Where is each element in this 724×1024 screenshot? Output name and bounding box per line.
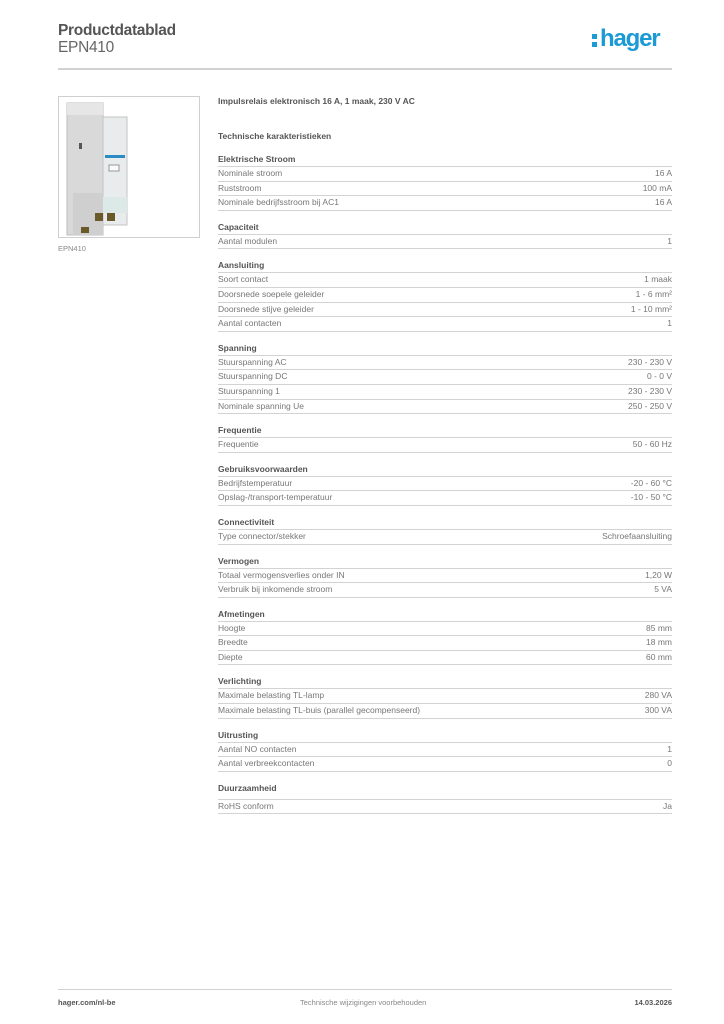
spec-value: 1 maak	[644, 274, 672, 285]
section-uitrusting	[218, 729, 672, 772]
spec-value: -10 - 50 °C	[630, 492, 672, 503]
spec-row	[218, 583, 672, 598]
spec-row	[218, 530, 672, 545]
spec-label: RoHS conform	[218, 800, 274, 811]
document-title: Productdatablad	[58, 22, 176, 39]
impulse-relay-image-icon	[59, 97, 199, 237]
spec-label: Breedte	[218, 637, 248, 648]
spec-row	[218, 385, 672, 400]
section-title: Afmetingen	[218, 608, 672, 622]
spec-label: Maximale belasting TL-lamp	[218, 690, 325, 701]
spec-value: 230 - 230 V	[628, 385, 672, 396]
section-aansluiting	[218, 259, 672, 331]
spec-label: Totaal vermogensverlies onder IN	[218, 569, 345, 580]
section-duurzaamheid	[218, 782, 672, 815]
section-title: Capaciteit	[218, 221, 672, 235]
section-title: Elektrische Stroom	[218, 153, 672, 167]
spec-value: 280 VA	[644, 690, 672, 701]
spec-label: Stuurspanning AC	[218, 356, 287, 367]
spec-label: Diepte	[218, 651, 243, 662]
spec-table	[218, 153, 672, 824]
section-afmetingen	[218, 608, 672, 666]
spec-value: 1 - 6 mm²	[635, 288, 672, 299]
spec-row	[218, 356, 672, 371]
spec-value: 250 - 250 V	[628, 400, 672, 411]
technical-characteristics-heading: Technische karakteristieken	[218, 131, 332, 141]
product-description: Impulsrelais elektronisch 16 A, 1 maak, 230 V AC	[218, 96, 415, 106]
spec-row	[218, 689, 672, 704]
spec-value: 85 mm	[646, 622, 672, 633]
spec-row	[218, 651, 672, 666]
footer-divider	[58, 989, 672, 990]
spec-label: Opslag-/transport-temperatuur	[218, 492, 333, 503]
spec-label: Maximale belasting TL-buis (parallel gecompenseerd)	[218, 705, 421, 716]
spec-value: 5 VA	[654, 584, 672, 595]
spec-row	[218, 622, 672, 637]
section-title: Frequentie	[218, 424, 672, 438]
spec-value: 1,20 W	[645, 569, 672, 580]
spec-value: 50 - 60 Hz	[632, 439, 672, 450]
spec-row	[218, 303, 672, 318]
spec-row	[218, 757, 672, 772]
spec-value: 300 VA	[644, 705, 672, 716]
product-code: EPN410	[58, 39, 114, 56]
spec-value: 1	[667, 318, 672, 329]
section-frequentie	[218, 424, 672, 453]
spec-row	[218, 636, 672, 651]
spec-value: 60 mm	[646, 651, 672, 662]
spec-label: Verbruik bij inkomende stroom	[218, 584, 333, 595]
spec-label: Hoogte	[218, 622, 246, 633]
footer-disclaimer: Technische wijzigingen voorbehouden	[300, 998, 427, 1007]
spec-row	[218, 477, 672, 492]
spec-value: 230 - 230 V	[628, 356, 672, 367]
spec-value: Schroefaansluiting	[602, 530, 672, 541]
spec-value: 18 mm	[646, 637, 672, 648]
spec-row	[218, 317, 672, 332]
spec-label: Stuurspanning 1	[218, 385, 280, 396]
spec-row	[218, 438, 672, 453]
spec-row	[218, 491, 672, 506]
footer-website-link[interactable]: hager.com/nl-be	[58, 998, 116, 1007]
section-gebruiksvoorwaarden	[218, 463, 672, 506]
spec-row	[218, 196, 672, 211]
logo-colon-icon	[592, 30, 598, 48]
spec-value: 0 - 0 V	[646, 371, 672, 382]
spec-label: Soort contact	[218, 274, 269, 285]
product-image	[58, 96, 200, 238]
spec-value: 0	[667, 758, 672, 769]
spec-value: 1 - 10 mm²	[630, 303, 672, 314]
image-caption: EPN410	[58, 244, 86, 253]
spec-row	[218, 273, 672, 288]
section-spanning	[218, 342, 672, 414]
section-title: Gebruiksvoorwaarden	[218, 463, 672, 477]
spec-value: 16 A	[654, 197, 672, 208]
section-title: Verlichting	[218, 675, 672, 689]
spec-label: Stuurspanning DC	[218, 371, 288, 382]
spec-value: 100 mA	[642, 182, 672, 193]
spec-label: Bedrijfstemperatuur	[218, 477, 293, 488]
section-title: Duurzaamheid	[218, 782, 672, 800]
spec-row	[218, 235, 672, 250]
spec-row	[218, 400, 672, 415]
section-title: Connectiviteit	[218, 516, 672, 530]
spec-row	[218, 704, 672, 719]
spec-value: Ja	[663, 800, 672, 811]
header-divider	[58, 68, 672, 70]
spec-row	[218, 182, 672, 197]
spec-label: Type connector/stekker	[218, 530, 306, 541]
spec-row	[218, 800, 672, 815]
spec-label: Frequentie	[218, 439, 259, 450]
section-elektrische-stroom	[218, 153, 672, 211]
spec-label: Aantal contacten	[218, 318, 282, 329]
spec-value: 16 A	[654, 168, 672, 178]
spec-label: Nominale spanning Ue	[218, 400, 304, 411]
section-title: Spanning	[218, 342, 672, 356]
spec-label: Nominale bedrijfsstroom bij AC1	[218, 197, 339, 208]
spec-label: Doorsnede stijve geleider	[218, 303, 314, 314]
hager-logo: hager	[592, 27, 659, 51]
spec-row	[218, 288, 672, 303]
spec-label: Aantal NO contacten	[218, 743, 297, 754]
section-connectiviteit	[218, 516, 672, 545]
section-verlichting	[218, 675, 672, 718]
spec-value: 1	[667, 743, 672, 754]
footer-date: 14.03.2026	[634, 998, 672, 1007]
spec-value: 1	[667, 235, 672, 246]
spec-row	[218, 370, 672, 385]
section-title: Uitrusting	[218, 729, 672, 743]
section-title: Vermogen	[218, 555, 672, 569]
spec-label: Ruststroom	[218, 182, 262, 193]
section-title: Aansluiting	[218, 259, 672, 273]
spec-value: -20 - 60 °C	[630, 477, 672, 488]
spec-label: Doorsnede soepele geleider	[218, 288, 325, 299]
spec-label: Nominale stroom	[218, 168, 283, 178]
section-vermogen	[218, 555, 672, 598]
section-capaciteit	[218, 221, 672, 250]
spec-row	[218, 743, 672, 758]
spec-row	[218, 167, 672, 182]
spec-label: Aantal modulen	[218, 235, 278, 246]
spec-label: Aantal verbreekcontacten	[218, 758, 315, 769]
spec-row	[218, 569, 672, 584]
